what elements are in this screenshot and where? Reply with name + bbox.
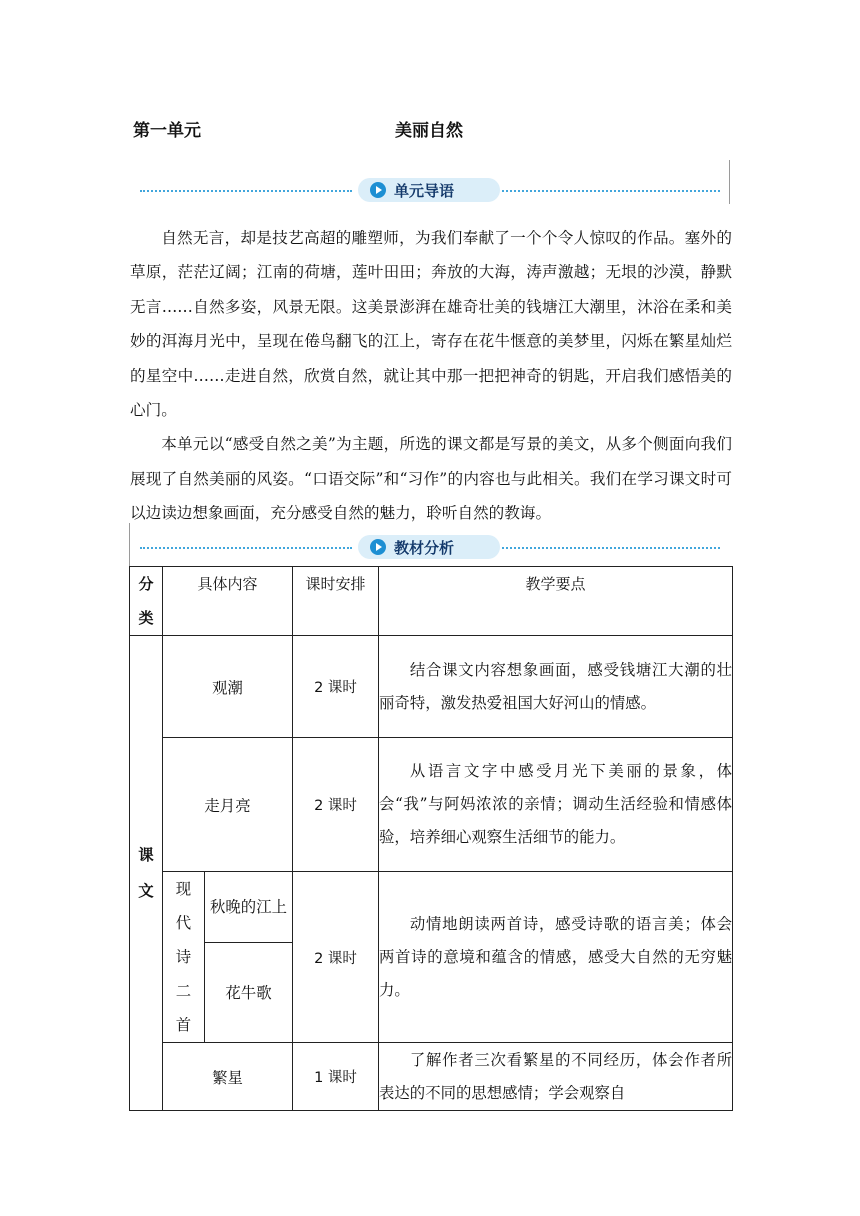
header-category-label: 分类 (138, 575, 154, 627)
poem-group-cell (163, 872, 205, 1043)
table-row (130, 1043, 733, 1111)
lesson-points-text: 了解作者三次看繁星的不同经历，体会作者所表达的不同的思想感情；学会观察自 (379, 1050, 733, 1102)
arrow-right-icon (370, 182, 386, 198)
lesson-points (379, 636, 733, 738)
lesson-points (379, 738, 733, 872)
arrow-right-icon (370, 539, 386, 555)
lesson-hours: 2 课时 (293, 738, 379, 872)
lesson-hours: 1 课时 (293, 1043, 379, 1111)
unit-number: 第一单元 (133, 121, 201, 141)
category-label: 课文 (138, 846, 154, 900)
intro-paragraph: 本单元以“感受自然之美”为主题，所选的课文都是写景的美文，从多个侧面向我们展现了自然美丽的风姿。“口语交际”和“习作”的内容也与此相关。我们在学习课文时可以边读边想象画面，充分感受自然的魅力，聆听自然的教诲。 (130, 435, 732, 523)
margin-rule (129, 523, 130, 567)
intro-paragraph: 自然无言，却是技艺高超的雕塑师，为我们奉献了一个个令人惊叹的作品。塞外的草原，茫茫辽阔；江南的荷塘，莲叶田田；奔放的大海，涛声激越；无垠的沙漠，静默无言……自然多姿，风景无限。这美景澎湃在雄奇壮美的钱塘江大潮里，沐浴在柔和美妙的洱海月光中，呈现在倦鸟翻飞的江上，寄存在花牛惬意的美梦里，闪烁在繁星灿烂的星空中……走进自然，欣赏自然，就让其中那一把把神奇的钥匙，开启我们感悟美的心门。 (130, 229, 732, 420)
section-heading-pill (358, 178, 500, 202)
poem-title: 秋晚的江上 (205, 872, 293, 943)
unit-heading (133, 116, 733, 144)
table-row (130, 872, 733, 943)
section-heading-label: 单元导语 (394, 181, 455, 200)
lesson-points (379, 872, 733, 1043)
lesson-points-text: 动情地朗读两首诗，感受诗歌的语言美；体会两首诗的意境和蕴含的情感，感受大自然的无穷魅力。 (379, 914, 733, 999)
lesson-points (379, 1043, 733, 1111)
lesson-points-text: 结合课文内容想象画面，感受钱塘江大潮的壮丽奇特，激发热爱祖国大好河山的情感。 (379, 660, 733, 712)
header-points: 教学要点 (379, 567, 733, 636)
poem-title: 花牛歌 (205, 943, 293, 1043)
table-header-row (130, 567, 733, 636)
lesson-hours: 2 课时 (293, 872, 379, 1043)
section-heading-label: 教材分析 (394, 538, 455, 557)
category-cell (130, 636, 163, 1111)
section-bar-intro (140, 178, 722, 204)
dotted-divider (502, 190, 720, 192)
section-bar-analysis (140, 535, 722, 561)
table-row (130, 738, 733, 872)
dotted-divider (140, 190, 352, 192)
unit-theme: 美丽自然 (395, 121, 463, 141)
dotted-divider (502, 547, 720, 549)
margin-rule (729, 160, 730, 204)
lesson-hours: 2 课时 (293, 636, 379, 738)
poem-group-label: 现代诗二首 (175, 880, 192, 1034)
section-heading-pill (358, 535, 500, 559)
header-category (130, 567, 163, 636)
dotted-divider (140, 547, 352, 549)
textbook-analysis-table (129, 566, 733, 1111)
unit-introduction (130, 221, 732, 531)
lesson-points-text: 从语言文字中感受月光下美丽的景象，体会“我”与阿妈浓浓的亲情；调动生活经验和情感体验，培养细心观察生活细节的能力。 (379, 762, 733, 846)
header-hours: 课时安排 (293, 567, 379, 636)
table-row (130, 636, 733, 738)
lesson-title: 观潮 (163, 636, 293, 738)
lesson-title: 繁星 (163, 1043, 293, 1111)
lesson-title: 走月亮 (163, 738, 293, 872)
header-content: 具体内容 (163, 567, 293, 636)
